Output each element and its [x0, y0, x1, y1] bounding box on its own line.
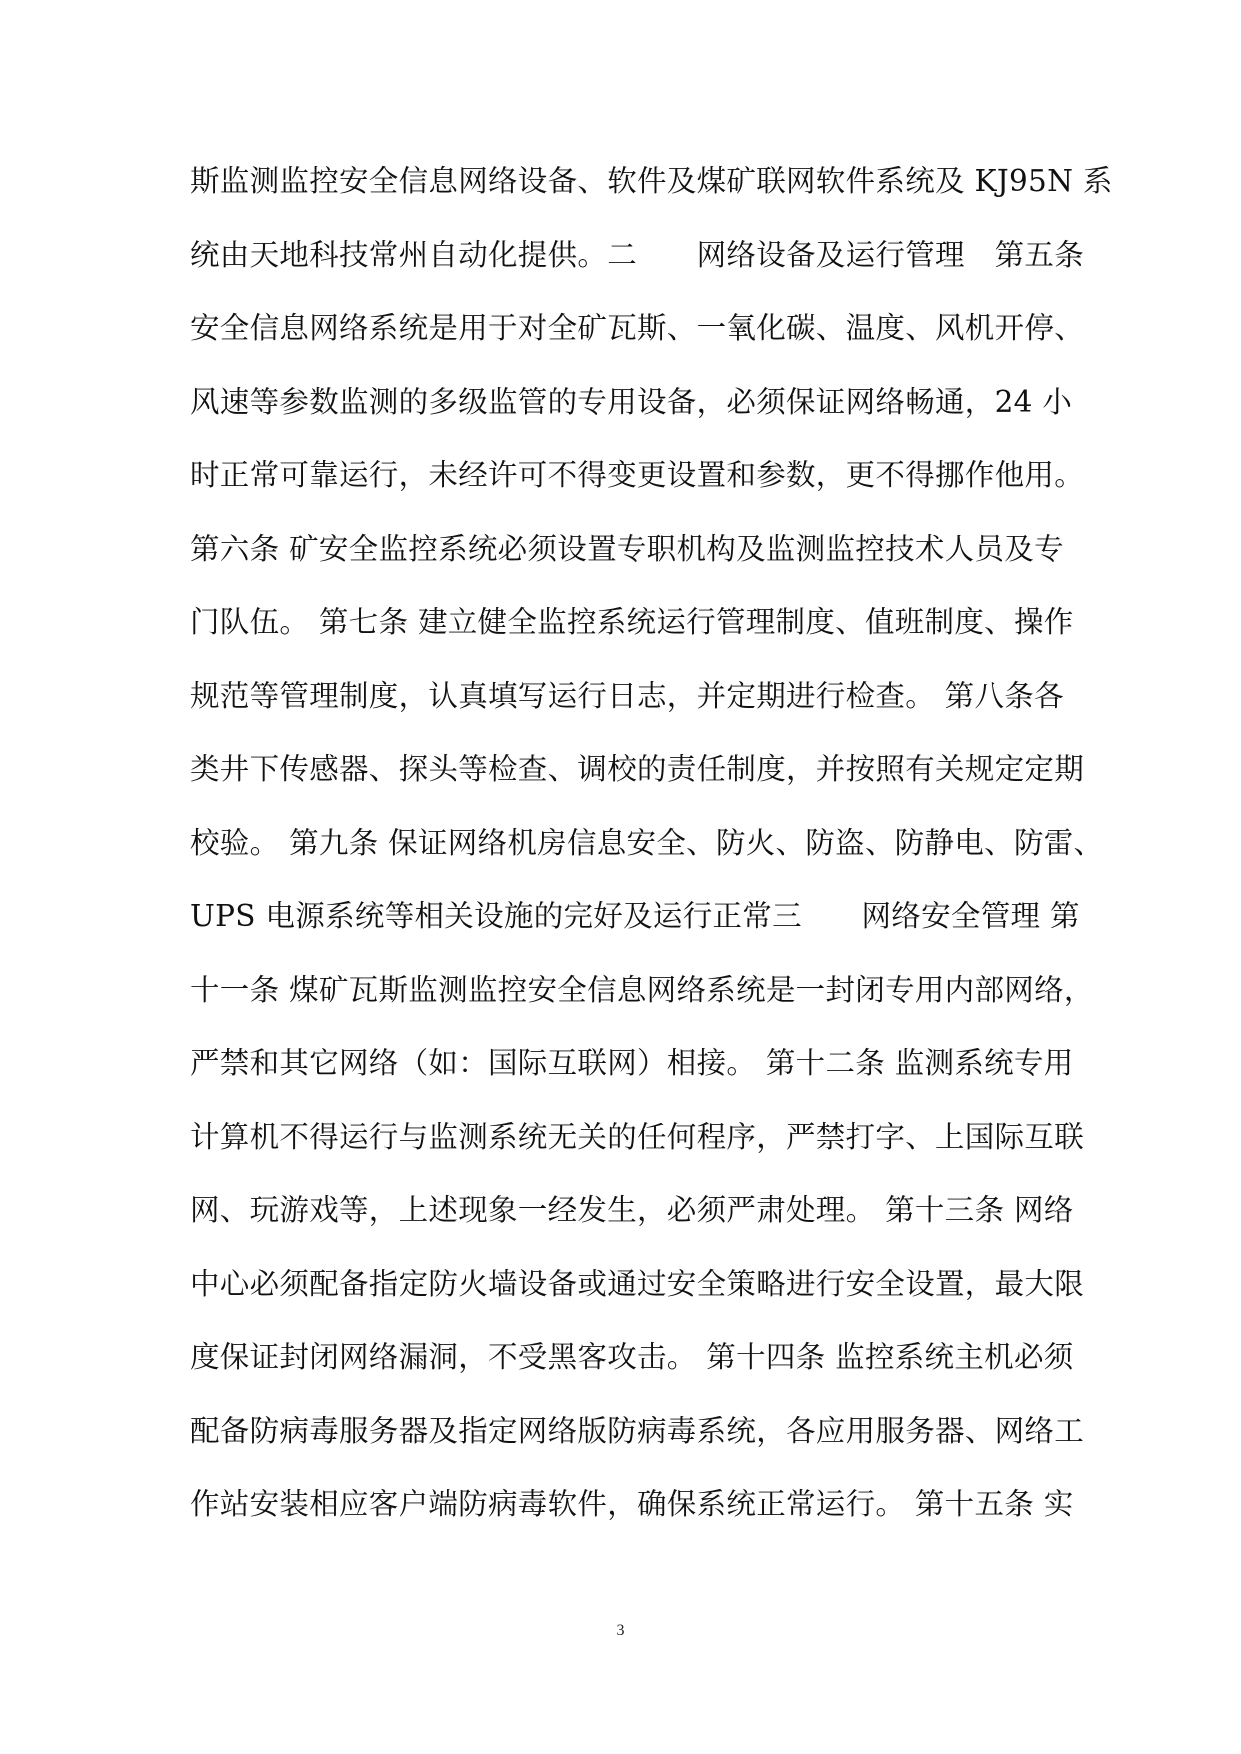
page-number: 3: [616, 1622, 625, 1639]
text-line: UPS 电源系统等相关设施的完好及运行正常三 网络安全管理 第: [190, 899, 1080, 933]
text-line: 网、玩游戏等，上述现象一经发生，必须严肃处理。 第十三条 网络: [190, 1193, 1074, 1227]
text-line: 门队伍。 第七条 建立健全监控系统运行管理制度、值班制度、操作: [190, 605, 1074, 639]
text-line: 第六条 矿安全监控系统必须设置专职机构及监测监控技术人员及专: [190, 531, 1064, 566]
text-line: 规范等管理制度，认真填写运行日志，并定期进行检查。 第八条各: [190, 678, 1064, 713]
text-line: 校验。 第九条 保证网络机房信息安全、防火、防盗、防静电、防雷、: [190, 825, 1104, 860]
text-line: 时正常可靠运行，未经许可不得变更设置和参数，更不得挪作他用。: [190, 458, 1085, 492]
body-text: [190, 152, 1113, 1549]
text-line: 统由天地科技常州自动化提供。二 网络设备及运行管理 第五条: [190, 237, 1085, 272]
text-line: 作站安装相应客户端防病毒软件，确保系统正常运行。 第十五条 实: [190, 1487, 1074, 1521]
text-line: 严禁和其它网络（如：国际互联网）相接。 第十二条 监测系统专用: [190, 1046, 1074, 1080]
text-line: 风速等参数监测的多级监管的专用设备，必须保证网络畅通，24 小: [190, 384, 1073, 419]
text-line: 安全信息网络系统是用于对全矿瓦斯、一氧化碳、温度、风机开停、: [190, 311, 1085, 345]
text-line: 类井下传感器、探头等检查、调校的责任制度，并按照有关规定定期: [190, 752, 1085, 786]
text-line: 计算机不得运行与监测系统无关的任何程序，严禁打字、上国际互联: [190, 1119, 1085, 1154]
text-line: 度保证封闭网络漏洞，不受黑客攻击。 第十四条 监控系统主机必须: [190, 1340, 1074, 1374]
text-line: 斯监测监控安全信息网络设备、软件及煤矿联网软件系统及 KJ95N 系: [190, 164, 1113, 198]
text-line: 配备防病毒服务器及指定网络版防病毒系统，各应用服务器、网络工: [190, 1413, 1085, 1448]
text-line: 十一条 煤矿瓦斯监测监控安全信息网络系统是一封闭专用内部网络，: [190, 972, 1094, 1007]
text-line: 中心必须配备指定防火墙设备或通过安全策略进行安全设置，最大限: [190, 1266, 1085, 1301]
